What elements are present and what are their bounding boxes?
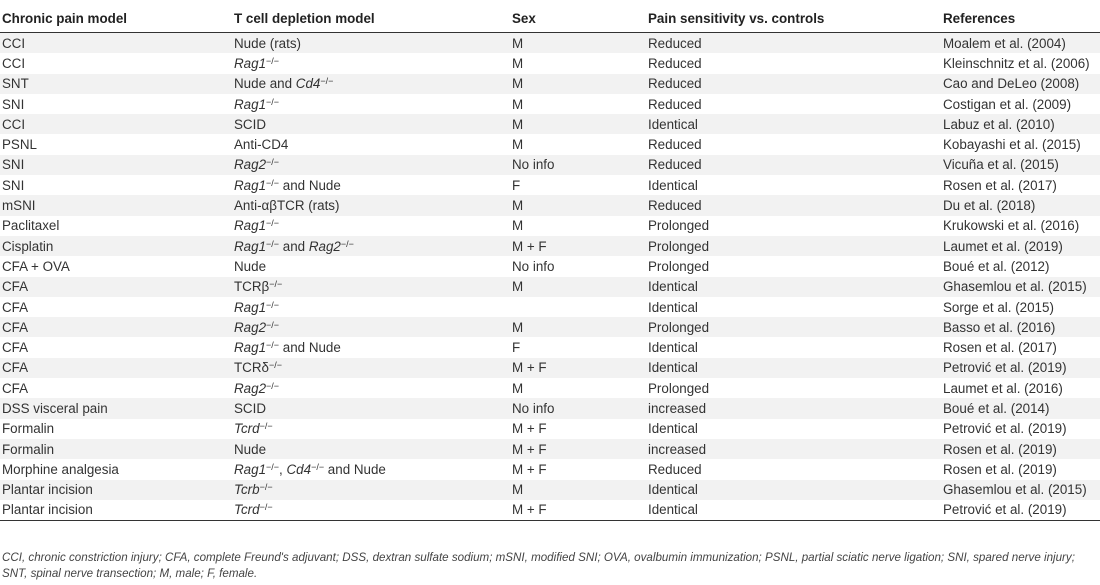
cell-sex: M — [510, 378, 646, 398]
cell-pain-model: SNI — [0, 175, 232, 195]
cell-reference: Petrović et al. (2019) — [941, 500, 1100, 521]
table-footnote: CCI, chronic constriction injury; CFA, complete Freund's adjuvant; DSS, dextran sulfate sodium; mSNI, modified SNI; OVA, ovalbumin immunization; PSNL, partial sciatic nerve ligation; SNI, spared nerve injury; SNT, spinal nerve transection; M, male; F, female. — [2, 551, 1075, 580]
cell-pain-sensitivity: Reduced — [646, 74, 941, 94]
table-row — [0, 480, 1100, 500]
cell-pain-sensitivity: Identical — [646, 337, 941, 357]
cell-pain-sensitivity: Identical — [646, 480, 941, 500]
table-header — [0, 4, 1100, 33]
cell-reference: Sorge et al. (2015) — [941, 297, 1100, 317]
table-row — [0, 134, 1100, 154]
table-row — [0, 337, 1100, 357]
cell-depletion-model: SCID — [232, 398, 510, 418]
cell-sex: No info — [510, 256, 646, 276]
cell-pain-model: DSS visceral pain — [0, 398, 232, 418]
cell-sex: M + F — [510, 358, 646, 378]
cell-reference: Costigan et al. (2009) — [941, 94, 1100, 114]
cell-sex: M + F — [510, 500, 646, 521]
cell-depletion-model: Nude — [232, 439, 510, 459]
cell-pain-sensitivity: Prolonged — [646, 236, 941, 256]
cell-depletion-model: Tcrb−/− — [232, 480, 510, 500]
cell-pain-sensitivity: Identical — [646, 500, 941, 521]
cell-sex: M + F — [510, 439, 646, 459]
cell-reference: Cao and DeLeo (2008) — [941, 74, 1100, 94]
cell-sex: M + F — [510, 459, 646, 479]
cell-pain-sensitivity: Reduced — [646, 195, 941, 215]
cell-depletion-model: Rag1−/− — [232, 297, 510, 317]
header-references: References — [941, 4, 1100, 33]
cell-reference: Petrović et al. (2019) — [941, 358, 1100, 378]
cell-depletion-model: Rag1−/− and Nude — [232, 337, 510, 357]
cell-reference: Rosen et al. (2017) — [941, 337, 1100, 357]
cell-pain-sensitivity: Reduced — [646, 53, 941, 73]
cell-pain-model: CFA + OVA — [0, 256, 232, 276]
header-sex: Sex — [510, 4, 646, 33]
cell-pain-sensitivity: increased — [646, 439, 941, 459]
cell-pain-sensitivity: Prolonged — [646, 216, 941, 236]
cell-depletion-model: TCRβ−/− — [232, 277, 510, 297]
cell-pain-sensitivity: Identical — [646, 114, 941, 134]
cell-sex: M — [510, 480, 646, 500]
cell-depletion-model: Rag1−/− — [232, 216, 510, 236]
cell-reference: Basso et al. (2016) — [941, 317, 1100, 337]
cell-pain-model: SNT — [0, 74, 232, 94]
table-row — [0, 195, 1100, 215]
header-t-cell-depletion-model: T cell depletion model — [232, 4, 510, 33]
cell-depletion-model: Tcrd−/− — [232, 500, 510, 521]
cell-pain-sensitivity: Prolonged — [646, 256, 941, 276]
cell-depletion-model: Rag1−/− and Nude — [232, 175, 510, 195]
cell-pain-model: CFA — [0, 277, 232, 297]
cell-reference: Krukowski et al. (2016) — [941, 216, 1100, 236]
cell-reference: Laumet et al. (2019) — [941, 236, 1100, 256]
table-row — [0, 53, 1100, 73]
cell-pain-model: Plantar incision — [0, 500, 232, 521]
table-row — [0, 439, 1100, 459]
cell-depletion-model: Rag2−/− — [232, 317, 510, 337]
cell-reference: Vicuña et al. (2015) — [941, 155, 1100, 175]
cell-pain-sensitivity: Prolonged — [646, 317, 941, 337]
data-table — [0, 4, 1100, 521]
cell-sex: F — [510, 175, 646, 195]
cell-pain-model: Plantar incision — [0, 480, 232, 500]
cell-pain-sensitivity: Identical — [646, 297, 941, 317]
cell-sex: M — [510, 53, 646, 73]
cell-sex: No info — [510, 398, 646, 418]
header-row — [0, 4, 1100, 33]
table-row — [0, 317, 1100, 337]
cell-pain-model: CCI — [0, 53, 232, 73]
table-body — [0, 33, 1100, 521]
table-row — [0, 256, 1100, 276]
cell-pain-sensitivity: Reduced — [646, 155, 941, 175]
cell-depletion-model: Rag1−/− — [232, 94, 510, 114]
cell-pain-model: CFA — [0, 378, 232, 398]
cell-pain-model: CCI — [0, 33, 232, 54]
cell-reference: Labuz et al. (2010) — [941, 114, 1100, 134]
cell-sex: M + F — [510, 419, 646, 439]
cell-reference: Rosen et al. (2017) — [941, 175, 1100, 195]
table-row — [0, 216, 1100, 236]
table-row — [0, 236, 1100, 256]
cell-sex: No info — [510, 155, 646, 175]
cell-depletion-model: SCID — [232, 114, 510, 134]
cell-depletion-model: Anti-CD4 — [232, 134, 510, 154]
cell-pain-model: CCI — [0, 114, 232, 134]
cell-pain-model: SNI — [0, 155, 232, 175]
table-row — [0, 297, 1100, 317]
cell-sex: M + F — [510, 236, 646, 256]
cell-pain-sensitivity: Prolonged — [646, 378, 941, 398]
cell-reference: Kobayashi et al. (2015) — [941, 134, 1100, 154]
cell-pain-model: CFA — [0, 337, 232, 357]
header-pain-sensitivity: Pain sensitivity vs. controls — [646, 4, 941, 33]
header-chronic-pain-model: Chronic pain model — [0, 4, 232, 33]
table-row — [0, 74, 1100, 94]
cell-sex: M — [510, 134, 646, 154]
cell-depletion-model: Nude — [232, 256, 510, 276]
cell-reference: Moalem et al. (2004) — [941, 33, 1100, 54]
cell-depletion-model: Rag1−/−, Cd4−/− and Nude — [232, 459, 510, 479]
table-row — [0, 155, 1100, 175]
cell-depletion-model: Nude and Cd4−/− — [232, 74, 510, 94]
cell-pain-model: CFA — [0, 358, 232, 378]
cell-sex: F — [510, 337, 646, 357]
cell-reference: Boué et al. (2012) — [941, 256, 1100, 276]
cell-sex: M — [510, 33, 646, 54]
cell-sex — [510, 297, 646, 317]
cell-pain-model: PSNL — [0, 134, 232, 154]
cell-reference: Petrović et al. (2019) — [941, 419, 1100, 439]
cell-pain-sensitivity: Reduced — [646, 459, 941, 479]
table-row — [0, 500, 1100, 521]
cell-pain-model: CFA — [0, 297, 232, 317]
table-row — [0, 398, 1100, 418]
table-row — [0, 175, 1100, 195]
cell-pain-model: SNI — [0, 94, 232, 114]
table-row — [0, 378, 1100, 398]
cell-pain-sensitivity: Reduced — [646, 134, 941, 154]
table-row — [0, 419, 1100, 439]
cell-pain-model: Cisplatin — [0, 236, 232, 256]
cell-pain-sensitivity: Reduced — [646, 94, 941, 114]
table-row — [0, 94, 1100, 114]
cell-reference: Rosen et al. (2019) — [941, 459, 1100, 479]
cell-reference: Kleinschnitz et al. (2006) — [941, 53, 1100, 73]
cell-pain-sensitivity: Identical — [646, 419, 941, 439]
cell-depletion-model: Rag2−/− — [232, 378, 510, 398]
table-row — [0, 33, 1100, 54]
cell-pain-sensitivity: increased — [646, 398, 941, 418]
cell-depletion-model: Rag1−/− and Rag2−/− — [232, 236, 510, 256]
cell-pain-model: Formalin — [0, 439, 232, 459]
table-row — [0, 277, 1100, 297]
cell-reference: Ghasemlou et al. (2015) — [941, 480, 1100, 500]
cell-pain-sensitivity: Identical — [646, 175, 941, 195]
cell-reference: Rosen et al. (2019) — [941, 439, 1100, 459]
cell-pain-model: Morphine analgesia — [0, 459, 232, 479]
cell-pain-model: CFA — [0, 317, 232, 337]
cell-sex: M — [510, 74, 646, 94]
cell-depletion-model: Tcrd−/− — [232, 419, 510, 439]
cell-sex: M — [510, 114, 646, 134]
cell-sex: M — [510, 277, 646, 297]
cell-pain-sensitivity: Reduced — [646, 33, 941, 54]
cell-depletion-model: Nude (rats) — [232, 33, 510, 54]
table-row — [0, 114, 1100, 134]
cell-sex: M — [510, 216, 646, 236]
cell-pain-model: Formalin — [0, 419, 232, 439]
cell-depletion-model: Anti-αβTCR (rats) — [232, 195, 510, 215]
cell-depletion-model: Rag1−/− — [232, 53, 510, 73]
cell-reference: Du et al. (2018) — [941, 195, 1100, 215]
cell-reference: Laumet et al. (2016) — [941, 378, 1100, 398]
cell-depletion-model: TCRδ−/− — [232, 358, 510, 378]
cell-pain-sensitivity: Identical — [646, 358, 941, 378]
cell-depletion-model: Rag2−/− — [232, 155, 510, 175]
table-row — [0, 358, 1100, 378]
cell-pain-model: mSNI — [0, 195, 232, 215]
cell-reference: Boué et al. (2014) — [941, 398, 1100, 418]
cell-sex: M — [510, 317, 646, 337]
table-row — [0, 459, 1100, 479]
cell-sex: M — [510, 195, 646, 215]
cell-pain-sensitivity: Identical — [646, 277, 941, 297]
cell-reference: Ghasemlou et al. (2015) — [941, 277, 1100, 297]
cell-pain-model: Paclitaxel — [0, 216, 232, 236]
cell-sex: M — [510, 94, 646, 114]
